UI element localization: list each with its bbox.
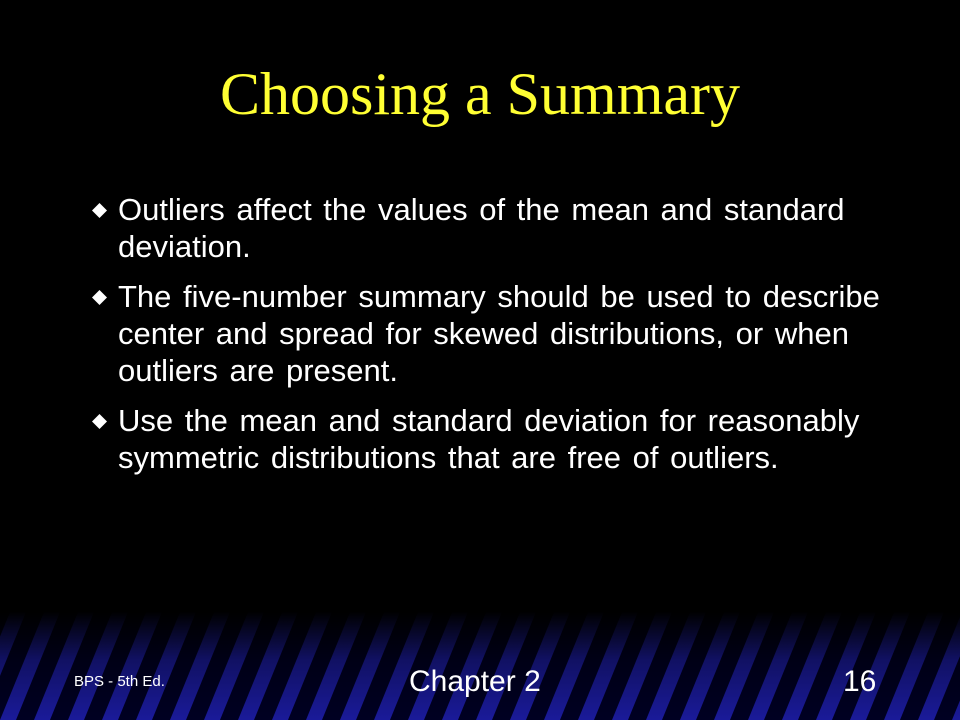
footer-page-number: 16 (843, 665, 877, 698)
footer-chapter-label: Chapter 2 (409, 665, 541, 698)
diamond-bullet-icon (92, 203, 107, 218)
bullet-text: The five-number summary should be used to describe center and spread for skewed distributions, or when outliers are present. (118, 279, 880, 388)
bullet-text: Use the mean and standard deviation for reasonably symmetric distributions that are free of outliers. (118, 403, 860, 475)
diamond-bullet-icon (92, 414, 107, 429)
footer-edition-label: BPS - 5th Ed. (74, 673, 165, 690)
bullet-item (92, 278, 892, 389)
bullet-item (92, 402, 892, 476)
slide-title: Choosing a Summary (220, 61, 740, 127)
diamond-bullet-icon (92, 290, 107, 305)
bullet-item (92, 191, 892, 265)
bullet-list (92, 191, 892, 489)
bullet-text: Outliers affect the values of the mean and standard deviation. (118, 192, 845, 264)
